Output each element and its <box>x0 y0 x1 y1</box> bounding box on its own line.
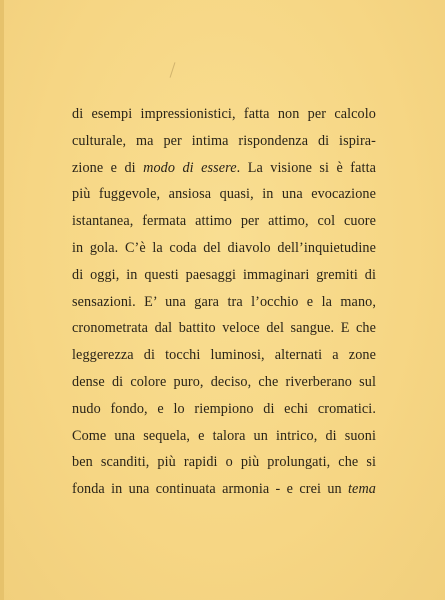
text-line <box>72 423 376 450</box>
text-run: di esempi impressionistici, fatta non per calcolo <box>72 106 376 122</box>
italic-text: tema <box>348 481 376 498</box>
text-line <box>72 289 376 316</box>
body-text <box>72 101 376 503</box>
text-line <box>72 369 376 396</box>
italic-text: modo di essere <box>143 159 237 176</box>
text-run: zione e di <box>72 159 144 176</box>
text-run: ben scanditi, più rapidi o più prolungati, che si <box>72 454 376 471</box>
page-edge <box>0 0 4 600</box>
text-line <box>72 396 376 423</box>
text-line <box>72 155 376 182</box>
text-run: culturale, ma per intima rispondenza di ispira- <box>72 132 376 149</box>
text-line <box>72 208 376 235</box>
paper-mark <box>170 62 176 78</box>
text-run: in gola. C’è la coda del diavolo dell’inquietudine <box>72 239 376 256</box>
text-run: cronometrata dal battito veloce del sangue. E che <box>72 320 376 337</box>
text-run: fonda in una continuata armonia - e crei un <box>72 481 349 498</box>
text-line <box>72 181 376 208</box>
text-run: . La visione si è fatta <box>236 159 377 176</box>
text-line <box>72 128 376 155</box>
text-line <box>72 449 376 476</box>
text-line <box>72 101 376 128</box>
text-run: sensazioni. E’ una gara tra l’occhio e la mano, <box>72 293 376 310</box>
text-line <box>72 342 376 369</box>
text-run: di oggi, in questi paesaggi immaginari gremiti di <box>72 266 376 283</box>
text-run: istantanea, fermata attimo per attimo, col cuore <box>72 213 376 230</box>
text-run: Come una sequela, e talora un intrico, di suoni <box>72 427 376 444</box>
text-line <box>72 476 376 503</box>
text-line <box>72 315 376 342</box>
text-run: dense di colore puro, deciso, che riverberano sul <box>72 373 376 390</box>
text-run: più fuggevole, ansiosa quasi, in una evocazione <box>72 186 376 203</box>
text-line <box>72 235 376 262</box>
text-run: leggerezza di tocchi luminosi, alternati a zone <box>72 347 376 364</box>
text-run: nudo fondo, e lo riempiono di echi cromatici. <box>72 400 376 417</box>
text-line <box>72 262 376 289</box>
